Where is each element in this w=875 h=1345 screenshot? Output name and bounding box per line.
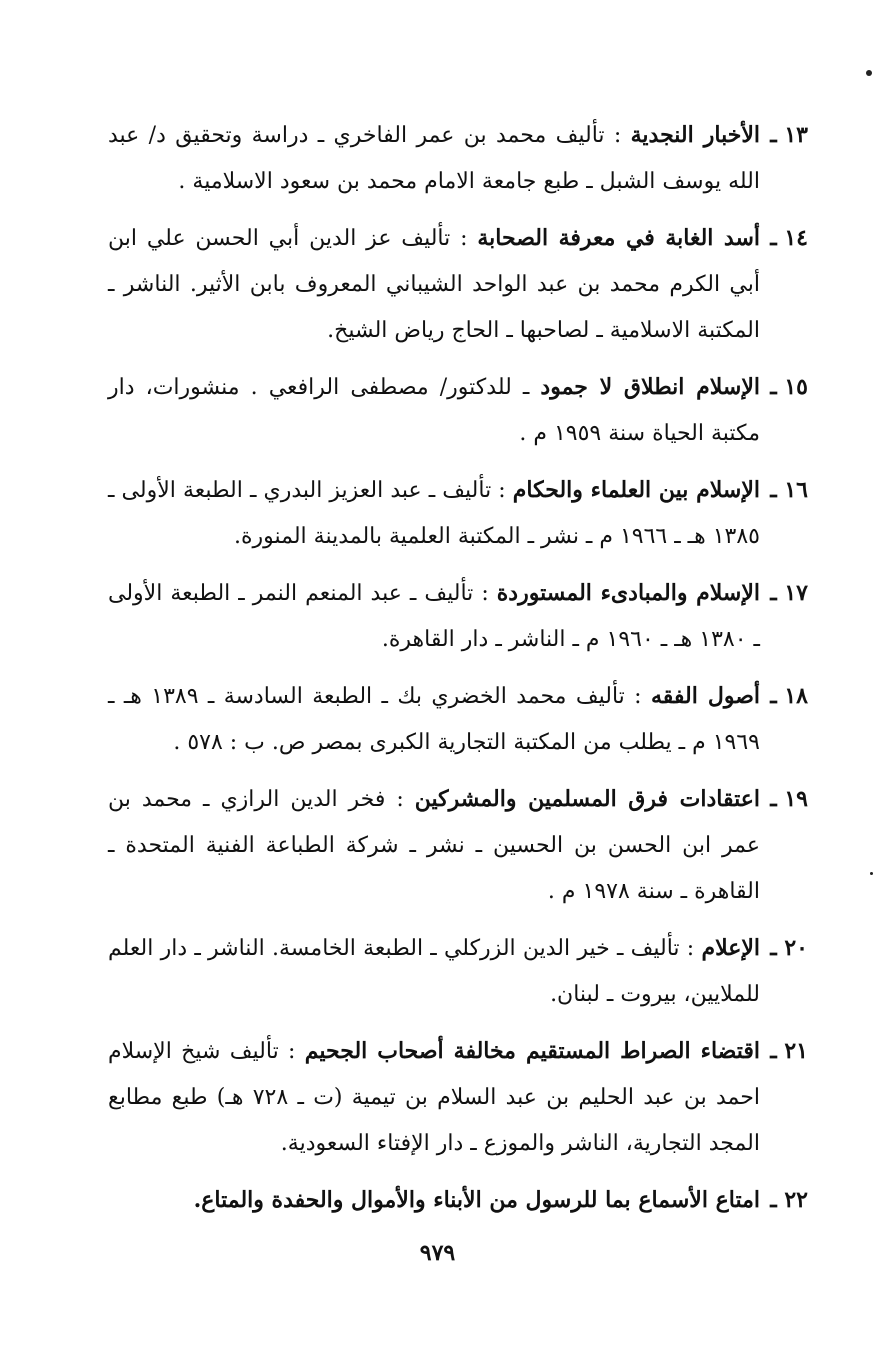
entry-body: [108, 467, 760, 560]
bibliography-entry-14: [108, 215, 808, 354]
entry-title: اقتضاء الصراط المستقيم مخالفة أصحاب الجحيم: [304, 1038, 761, 1064]
page-number: ٩٧٩: [419, 1240, 456, 1266]
entry-text: : تأليف شيخ الإسلام احمد بن عبد الحليم بن عبد السلام بن تيمية (ت ـ ٧٢٨ هـ) طبع مطابع المجد التجارية، الناشر والموزع ـ دار الإفتاء السعودية.: [108, 1039, 760, 1156]
entry-title: اعتقادات فرق المسلمين والمشركين: [414, 786, 760, 812]
entry-number: ١٤ ـ: [770, 225, 808, 251]
entry-title: الإسلام والمبادىء المستوردة: [496, 580, 760, 606]
entry-text: : تأليف ـ خير الدين الزركلي ـ الطبعة الخامسة. الناشر ـ دار العلم للملايين، بيروت ـ لبنان.: [108, 936, 760, 1007]
entry-number: ٢١ ـ: [770, 1038, 808, 1064]
entry-number: ١٩ ـ: [770, 786, 808, 812]
bibliography-entry-16: [108, 467, 808, 560]
entry-text: : فخر الدين الرازي ـ محمد بن عمر ابن الحسن بن الحسين ـ نشر ـ شركة الطباعة الفنية المتحدة ـ القاهرة ـ سنة ١٩٧٨ م .: [108, 787, 760, 904]
entry-body: [108, 364, 760, 457]
margin-dot: [866, 70, 872, 76]
entry-text: : تأليف عز الدين أبي الحسن علي ابن أبي الكرم محمد بن عبد الواحد الشيباني المعروف بابن الأثير. الناشر ـ المكتبة الاسلامية ـ لصاحبها ـ الحاج رياض الشيخ.: [108, 226, 760, 343]
entry-number: ١٨ ـ: [770, 683, 808, 709]
entry-title: الإسلام انطلاق لا جمود: [540, 374, 760, 400]
entry-title: الإسلام بين العلماء والحكام: [512, 477, 760, 503]
entry-title: امتاع الأسماع بما للرسول من الأبناء والأموال والحفدة والمتاع.: [193, 1187, 760, 1213]
entry-number: ٢٢ ـ: [770, 1187, 808, 1213]
entry-body: [108, 925, 760, 1018]
entry-body: [108, 673, 760, 766]
entry-text: : تأليف ـ عبد المنعم النمر ـ الطبعة الأولى ـ ١٣٨٠ هـ ـ ١٩٦٠ م ـ الناشر ـ دار القاهرة.: [108, 581, 760, 652]
bibliography-list: [108, 112, 808, 1234]
entry-title: الإعلام: [701, 935, 760, 961]
entry-number: ٢٠ ـ: [770, 935, 808, 961]
bibliography-entry-20: [108, 925, 808, 1018]
entry-text: : تأليف محمد بن عمر الفاخري ـ دراسة وتحقيق د/ عبد الله يوسف الشبل ـ طبع جامعة الامام محمد بن سعود الاسلامية .: [108, 123, 760, 194]
entry-number: ١٣ ـ: [770, 122, 808, 148]
bibliography-entry-19: [108, 776, 808, 915]
entry-body: [108, 112, 760, 205]
entry-body: [108, 1028, 760, 1167]
entry-title: أصول الفقه: [650, 683, 761, 709]
bibliography-entry-22: [108, 1177, 808, 1224]
bibliography-entry-13: [108, 112, 808, 205]
entry-number: ١٥ ـ: [770, 374, 808, 400]
entry-body: [108, 570, 760, 663]
bibliography-entry-17: [108, 570, 808, 663]
bibliography-entry-21: [108, 1028, 808, 1167]
entry-body: [108, 1177, 760, 1224]
entry-number: ١٦ ـ: [770, 477, 808, 503]
margin-speck: [870, 872, 873, 875]
entry-title: أسد الغابة في معرفة الصحابة: [477, 225, 761, 251]
entry-text: : تأليف محمد الخضري بك ـ الطبعة السادسة ـ ١٣٨٩ هـ ـ ١٩٦٩ م ـ يطلب من المكتبة التجارية الكبرى بمصر ص. ب : ٥٧٨ .: [108, 684, 760, 755]
entry-text: : تأليف ـ عبد العزيز البدري ـ الطبعة الأولى ـ ١٣٨٥ هـ ـ ١٩٦٦ م ـ نشر ـ المكتبة العلمية بالمدينة المنورة.: [108, 478, 760, 549]
entry-text: ـ للدكتور/ مصطفى الرافعي . منشورات، دار مكتبة الحياة سنة ١٩٥٩ م .: [108, 375, 760, 446]
bibliography-entry-18: [108, 673, 808, 766]
entry-number: ١٧ ـ: [770, 580, 808, 606]
entry-body: [108, 776, 760, 915]
entry-title: الأخبار النجدية: [630, 122, 760, 148]
bibliography-entry-15: [108, 364, 808, 457]
entry-body: [108, 215, 760, 354]
